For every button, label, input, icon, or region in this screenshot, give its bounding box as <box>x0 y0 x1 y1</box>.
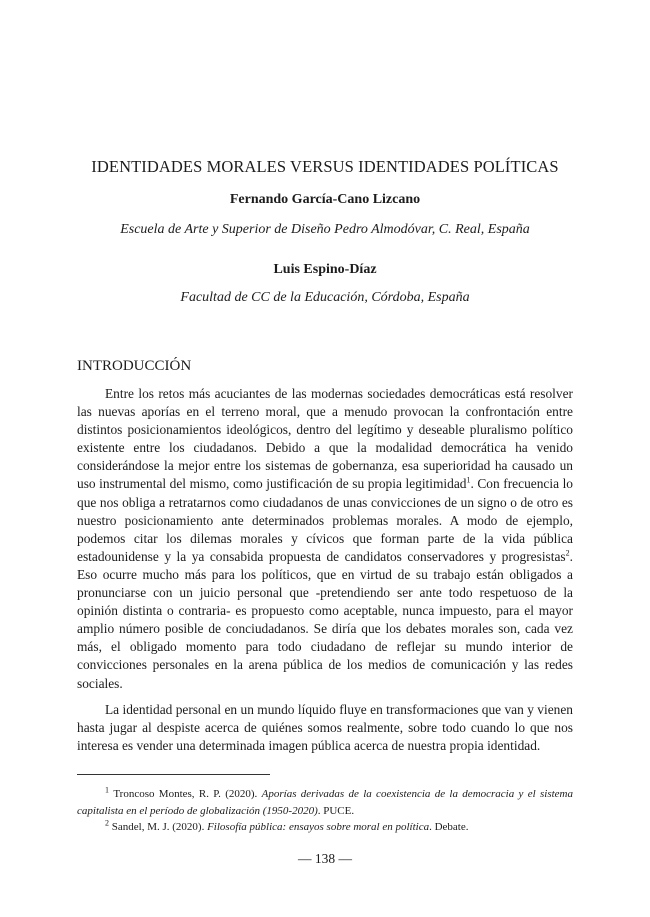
footnote-2 <box>77 819 573 836</box>
paragraph-1 <box>77 385 573 693</box>
footnote-divider <box>77 774 270 775</box>
body-text <box>77 385 573 755</box>
author-affiliation-2: Facultad de CC de la Educación, Córdoba, España <box>180 290 470 305</box>
footnote-1-title: Aporías derivadas de la coexistencia de la democracia y el sistema capitalista en el período de globalización (1950-2020) <box>77 788 574 817</box>
footnote-2-title: Filosofía pública: ensayos sobre moral en política <box>207 821 430 833</box>
footnote-2-text: Sandel, M. J. (2020). <box>111 821 208 833</box>
footnote-1 <box>77 786 573 819</box>
author-name-1: Fernando García-Cano Lizcano <box>229 192 421 207</box>
footnote-2-number: 2 <box>105 818 109 828</box>
footnote-2-publisher: . Debate. <box>429 821 469 833</box>
paragraph-2: La identidad personal en un mundo líquido fluye en transformaciones que van y vienen hasta jugar al despiste acerca de quiénes somos realmente, sobre todo cuando lo que nos interesa es vender una determinada imagen pública acerca de nuestra propia identidad. <box>77 702 573 754</box>
section-heading: INTRODUCCIÓN <box>77 358 192 374</box>
paragraph-1-part-c: . Eso ocurre mucho más para los políticos, que en virtud de su trabajo están obligados a pronunciarse con un juicio personal que -pretendiendo ser ante todo respetuoso de la opinión distinta o contraria- es propuesto como aceptable, nunca impuesto, para el mayor amplio número posible de conciudadanos. Se diría que los debates morales son, cada vez más, el obligado momento para todo ciudadano de reflejar su mundo interior de convicciones personales en la arena pública de los medios de comunicación y las redes sociales. <box>77 548 573 691</box>
paper-title: IDENTIDADES MORALES VERSUS IDENTIDADES POLÍTICAS <box>91 157 559 176</box>
footnote-ref-1: 1 <box>466 476 471 485</box>
author-name-2: Luis Espino-Díaz <box>273 262 377 277</box>
footnotes <box>77 786 573 836</box>
footnote-1-text: Troncoso Montes, R. P. (2020). <box>113 788 262 800</box>
footnote-1-publisher: . PUCE. <box>317 804 355 817</box>
page-number: — 138 — <box>298 851 352 866</box>
footnote-ref-2: 2 <box>565 548 570 558</box>
paragraph-1-part-b: . Con frecuencia lo que nos obliga a retratarnos como ciudadanos de unas convicciones de un signo o de otro es nuestro posicionamiento ante determinados problemas morales. A modo de ejemplo, podemos citar los dilemas morales y cívicos que forman parte de la vida pública estadounidense y la ya consabida propuesta de candidatos conservadores y progresistas <box>77 476 573 564</box>
paragraph-1-part-a: Entre los retos más acuciantes de las modernas sociedades democráticas está resolver las nuevas aporías en el terreno moral, que a menudo provocan la confrontación entre distintos posicionamientos ideológicos, dentro del legítimo y deseable pluralismo político existente entre los ciudadanos. Debido a que la modalidad democrática ha venido considerándose la mejor entre los sistemas de gobernanza, esa superioridad ha causado un uso instrumental del mismo, como justificación de su propia legitimidad <box>77 386 573 492</box>
footnote-1-number: 1 <box>105 785 109 795</box>
author-affiliation-1: Escuela de Arte y Superior de Diseño Pedro Almodóvar, C. Real, España <box>120 222 530 237</box>
